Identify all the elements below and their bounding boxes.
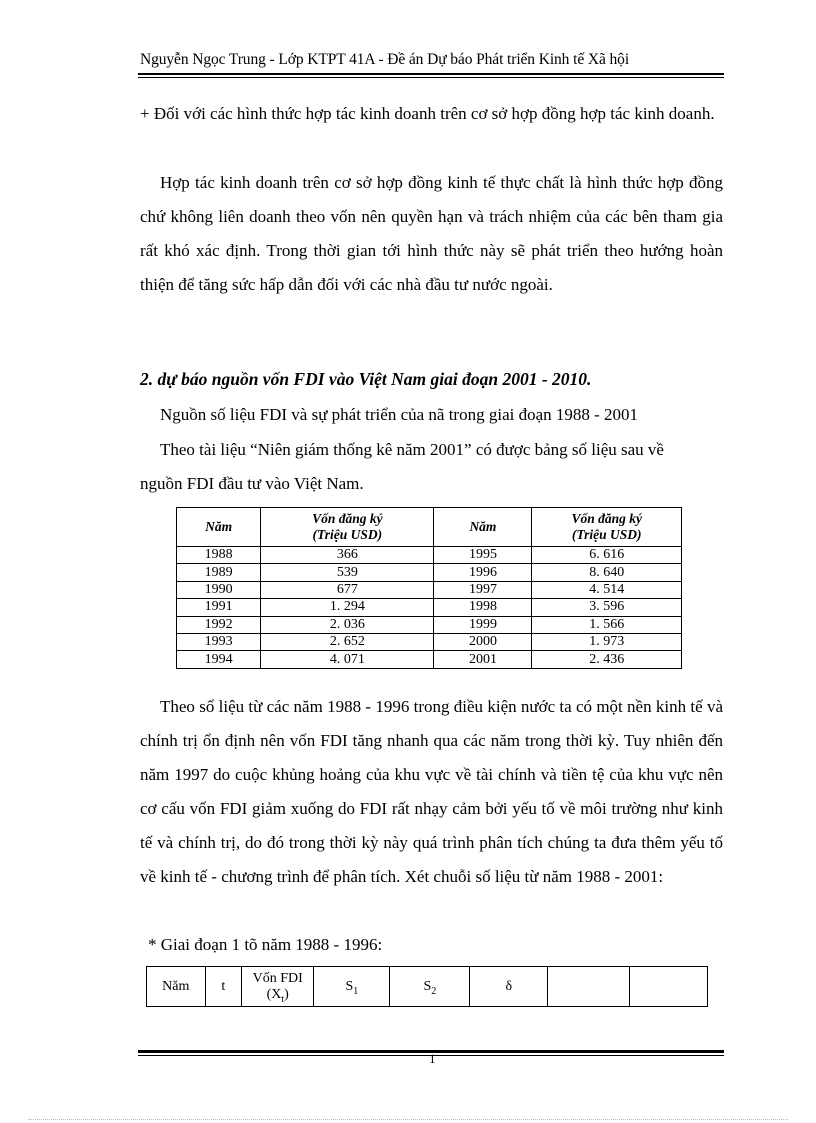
header-capital-2 <box>532 508 682 547</box>
header-rule-thin <box>138 77 724 78</box>
header-year-1: Năm <box>177 508 261 547</box>
calc-header-delta: δ <box>470 967 548 1007</box>
header-year-2: Năm <box>434 508 532 547</box>
fdi-table-header <box>177 508 682 547</box>
cell-year: 1998 <box>434 599 532 616</box>
cell-capital: 3. 596 <box>532 599 682 616</box>
calc-header-s1-label: S <box>345 978 354 994</box>
table-row <box>177 581 682 598</box>
cell-year: 1999 <box>434 616 532 633</box>
calc-table-header <box>147 967 708 1007</box>
cell-year: 1994 <box>177 651 261 668</box>
calc-header-s2-sub: 2 <box>431 985 437 997</box>
table-row <box>177 599 682 616</box>
table-row <box>177 616 682 633</box>
header-capital-2-unit: (Triệu USD) <box>571 527 642 542</box>
calc-header-s1-sub: 1 <box>353 985 359 997</box>
cell-capital: 4. 071 <box>261 651 434 668</box>
paragraph-contract-cooperation: + Đối với các hình thức hợp tác kinh doanh trên cơ sở hợp đồng hợp tác kinh doanh. <box>140 104 715 123</box>
phase-label: * Giai đoạn 1 tõ năm 1988 - 1996: <box>148 935 383 954</box>
calc-header-xt-close: ) <box>284 986 289 1002</box>
header-capital-1-unit: (Triệu USD) <box>312 527 383 542</box>
cell-capital: 4. 514 <box>532 581 682 598</box>
cell-capital: 366 <box>261 547 434 564</box>
calc-header-xt-open: (X <box>266 986 282 1002</box>
cell-year: 1992 <box>177 616 261 633</box>
paragraph-business-cooperation: Hợp tác kinh doanh trên cơ sở hợp đồng kinh tế thực chất là hình thức hợp đồng chứ không liên doanh theo vốn nên quyền hạn và trách nhiệm của các bên tham gia rất khó xác định. Trong thời gian tới hình thức này sẽ phát triển theo hướng hoàn thiện để tăng sức hấp dẫn đối với các nhà đầu tư nước ngoài. <box>140 173 723 294</box>
cell-year: 1991 <box>177 599 261 616</box>
calc-header-s2 <box>390 967 470 1007</box>
calc-header-fdi-label: Vốn FDI <box>252 970 303 986</box>
paragraph-analysis: Theo số liệu từ các năm 1988 - 1996 trong điều kiện nước ta có một nền kinh tế và chính trị ổn định nên vốn FDI tăng nhanh qua các năm trong thời kỳ. Tuy nhiên đến năm 1997 do cuộc khủng hoảng của khu vực về tài chính và tiền tệ của khu vực nên cơ cấu vốn FDI giảm xuống do FDI rất nhạy cảm bởi yếu tố về môi trường như kinh tế và chính trị, do đó trong thời kỳ này quá trình phân tích chúng ta đưa thêm yếu tố về kinh tế - chương trình để phân tích. Xét chuỗi số liệu từ năm 1988 - 2001: <box>140 697 723 886</box>
running-header: Nguyễn Ngọc Trung - Lớp KTPT 41A - Đề án Dự báo Phát triển Kinh tế Xã hội <box>140 51 630 68</box>
calc-header-s2-label: S <box>423 978 432 994</box>
cell-year: 1995 <box>434 547 532 564</box>
header-rule <box>138 73 724 75</box>
cell-capital: 677 <box>261 581 434 598</box>
reference-line: Theo tài liệu “Niên giám thống kê năm 2001” có được bảng số liệu sau về <box>160 440 664 459</box>
calc-header-t: t <box>205 967 242 1007</box>
cell-year: 1990 <box>177 581 261 598</box>
table-row <box>177 651 682 668</box>
cell-capital: 1. 566 <box>532 616 682 633</box>
header-capital-1 <box>261 508 434 547</box>
cell-year: 1997 <box>434 581 532 598</box>
calc-header-empty-1 <box>548 967 630 1007</box>
page-number: 1 <box>429 1051 436 1066</box>
cell-capital: 2. 436 <box>532 651 682 668</box>
page-edge-dotted <box>28 1119 788 1120</box>
table-row <box>177 633 682 650</box>
cell-capital: 2. 036 <box>261 616 434 633</box>
cell-year: 2000 <box>434 633 532 650</box>
reference-line-continued: nguồn FDI đầu tư vào Việt Nam. <box>140 474 364 493</box>
cell-year: 1989 <box>177 564 261 581</box>
cell-year: 1988 <box>177 547 261 564</box>
data-source-line: Nguồn số liệu FDI và sự phát triển của nã trong giai đoạn 1988 - 2001 <box>160 405 639 424</box>
header-capital-2-label: Vốn đăng ký <box>571 511 642 526</box>
cell-year: 1996 <box>434 564 532 581</box>
cell-year: 2001 <box>434 651 532 668</box>
calc-header-empty-2 <box>630 967 708 1007</box>
cell-capital: 6. 616 <box>532 547 682 564</box>
cell-year: 1993 <box>177 633 261 650</box>
section-heading: 2. dự báo nguồn vốn FDI vào Việt Nam giai đoạn 2001 - 2010. <box>140 369 592 389</box>
cell-capital: 539 <box>261 564 434 581</box>
calc-header-fdi <box>242 967 314 1007</box>
table-row <box>177 547 682 564</box>
calc-table <box>146 966 708 1007</box>
calc-header-s1 <box>314 967 390 1007</box>
calc-header-year: Năm <box>147 967 206 1007</box>
cell-capital: 8. 640 <box>532 564 682 581</box>
cell-capital: 2. 652 <box>261 633 434 650</box>
fdi-table <box>176 507 682 669</box>
calc-header-xt-sub: t <box>281 993 285 1005</box>
header-capital-1-label: Vốn đăng ký <box>312 511 383 526</box>
table-row <box>177 564 682 581</box>
cell-capital: 1. 973 <box>532 633 682 650</box>
cell-capital: 1. 294 <box>261 599 434 616</box>
